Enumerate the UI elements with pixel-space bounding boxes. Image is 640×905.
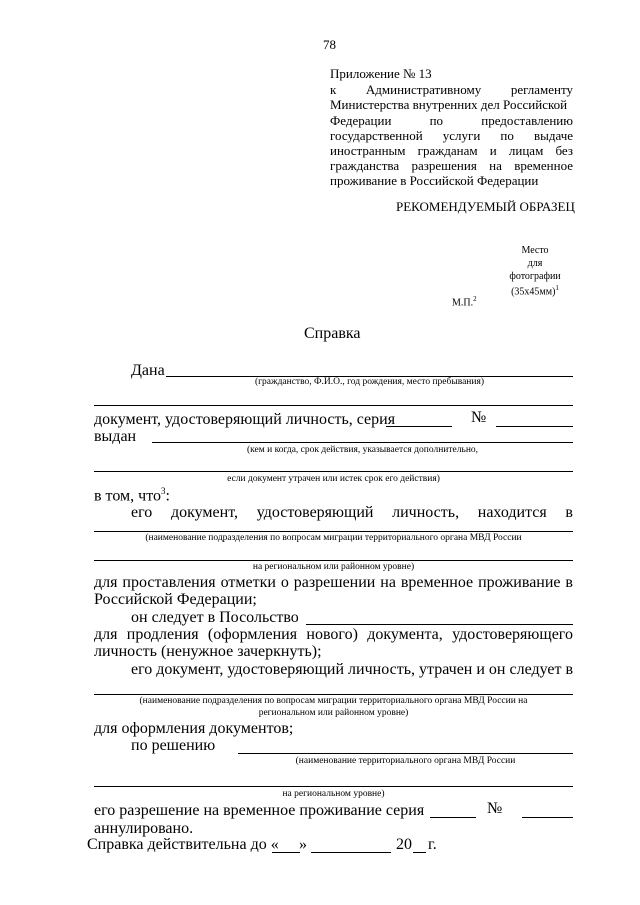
word: нового) xyxy=(306,626,358,643)
in-that-label: в том, что$^3$: xyxy=(94,486,170,505)
word: документ, xyxy=(170,504,239,521)
given-label: Дана xyxy=(131,362,165,379)
word: для xyxy=(94,626,118,643)
appendix-word: временное xyxy=(514,158,573,173)
paragraph-documents: для оформления документов; xyxy=(94,720,294,737)
org-field-line xyxy=(238,753,573,754)
appendix-word: регламенту xyxy=(510,82,573,97)
appendix-word: предоставлению xyxy=(481,113,573,128)
appendix-word: гражданства xyxy=(330,158,400,173)
word: документа, xyxy=(367,626,443,643)
photo-line3: фотографии xyxy=(509,271,561,282)
appendix-word: Федерации xyxy=(330,113,392,128)
valid-year-prefix: 20 xyxy=(396,836,412,853)
sample-label: РЕКОМЕНДУЕМЫЙ ОБРАЗЕЦ xyxy=(396,199,575,214)
org-caption: (наименование территориального органа МВД России xyxy=(295,756,516,766)
document-title: Справка xyxy=(304,325,361,342)
word: отметки xyxy=(220,574,276,591)
issued-field-line-2 xyxy=(94,471,573,472)
appendix-line xyxy=(330,143,573,159)
dept-field-line-2 xyxy=(94,694,573,695)
appendix-line xyxy=(330,173,538,189)
paragraph-extend-document xyxy=(94,626,573,644)
word: разрешении xyxy=(293,574,376,591)
by-decision-label: по решению xyxy=(131,737,216,754)
appendix-word: к xyxy=(330,82,337,97)
photo-line1: Место xyxy=(521,245,549,256)
word: в xyxy=(565,574,573,591)
given-caption: (гражданство, Ф.И.О., год рождения, место пребывания) xyxy=(254,377,484,387)
paragraph-embassy: он следует в Посольство xyxy=(131,609,299,626)
issued-caption-2: если документ утрачен или истек срок его действия) xyxy=(227,474,440,484)
dept-caption-1: (наименование подразделения по вопросам миграции территориального органа МВД России xyxy=(145,533,522,543)
number-field-line xyxy=(496,426,573,427)
given-field-line-2 xyxy=(94,405,573,406)
word: удостоверяющего xyxy=(452,626,573,643)
word: временное xyxy=(400,574,474,591)
photo-line4: $(35х45мм)^1$ xyxy=(511,284,559,298)
issued-caption: (кем и когда, срок действия, указывается дополнительно, xyxy=(246,445,479,455)
issued-field-line xyxy=(152,442,573,443)
valid-quote-close: » xyxy=(299,836,307,853)
appendix-word: гражданам xyxy=(417,143,478,158)
paragraph-document-lost: его документ, удостоверяющий личность, утрачен и он следует в xyxy=(131,661,574,678)
org-caption-2: на региональном уровне) xyxy=(282,789,385,799)
word: продления xyxy=(126,626,199,643)
word: проживание xyxy=(478,574,561,591)
permit-series-line xyxy=(430,817,476,818)
embassy-field-line xyxy=(306,624,573,625)
dept-field-line-1b xyxy=(94,560,573,561)
word: его xyxy=(131,504,153,521)
word: в xyxy=(565,504,573,521)
valid-day-line xyxy=(272,852,300,853)
appendix-line xyxy=(330,113,573,129)
appendix-word: на xyxy=(489,158,502,173)
issued-label: выдан xyxy=(94,428,137,445)
paragraph-mark-permit xyxy=(94,574,573,592)
appendix-word: разрешения xyxy=(411,158,477,173)
photo-line2: для xyxy=(527,258,543,269)
appendix-word: без xyxy=(555,143,573,158)
appendix-word: государственной xyxy=(330,128,423,143)
word: находится xyxy=(477,504,547,521)
appendix-word: Административному xyxy=(365,82,482,97)
appendix-word: услуги xyxy=(442,128,481,143)
word: о xyxy=(280,574,289,591)
appendix-line xyxy=(330,97,573,113)
valid-month-line xyxy=(311,852,391,853)
permit-number-line xyxy=(522,817,573,818)
valid-until-label: Справка действительна до « xyxy=(87,836,279,853)
dept-caption-2b: региональном или районном уровне) xyxy=(258,708,409,718)
word: проставления xyxy=(122,574,216,591)
appendix-line xyxy=(330,128,573,144)
annulled-label: аннулировано. xyxy=(94,820,194,837)
paragraph-extend-document-end: личность (ненужное зачеркнуть); xyxy=(94,643,322,660)
word: удостоверяющий xyxy=(256,504,374,521)
permit-number-sign: № xyxy=(487,800,503,817)
word: для xyxy=(94,574,118,591)
paragraph-document-located xyxy=(131,504,573,522)
appendix-word: проживание в Российской Федерации xyxy=(330,173,539,188)
dept-caption-1b: на региональном или районном уровне) xyxy=(252,562,415,572)
appendix-word: иностранным xyxy=(330,143,406,158)
series-field-line xyxy=(386,426,452,427)
appendix-title: Приложение № 13 xyxy=(330,66,432,81)
appendix-word: по xyxy=(429,113,444,128)
paragraph-mark-permit-end: Российской Федерации; xyxy=(94,591,257,608)
number-sign: № xyxy=(471,409,487,426)
valid-year-line xyxy=(413,852,426,853)
word: личность, xyxy=(392,504,460,521)
valid-year-suffix: г. xyxy=(428,836,437,853)
appendix-word: и xyxy=(489,143,497,158)
org-field-line-2 xyxy=(94,786,573,787)
word: (оформления xyxy=(207,626,298,643)
appendix-word: выдаче xyxy=(533,128,573,143)
appendix-line xyxy=(330,82,573,98)
dept-caption-2a: (наименование подразделения по вопросам миграции территориального органа МВД России на xyxy=(139,696,528,706)
appendix-word: лицам xyxy=(508,143,544,158)
appendix-line xyxy=(330,158,573,174)
word: на xyxy=(380,574,396,591)
stamp-place: М.П.$^2$ xyxy=(452,295,477,309)
page-number: 78 xyxy=(323,37,336,52)
appendix-word: по xyxy=(500,128,514,143)
appendix-word: Министерства внутренних дел Российской xyxy=(330,97,568,112)
dept-field-line-1 xyxy=(94,531,573,532)
permit-label: его разрешение на временное проживание серия xyxy=(94,802,425,819)
id-document-label: документ, удостоверяющий личность, серия xyxy=(94,411,396,428)
